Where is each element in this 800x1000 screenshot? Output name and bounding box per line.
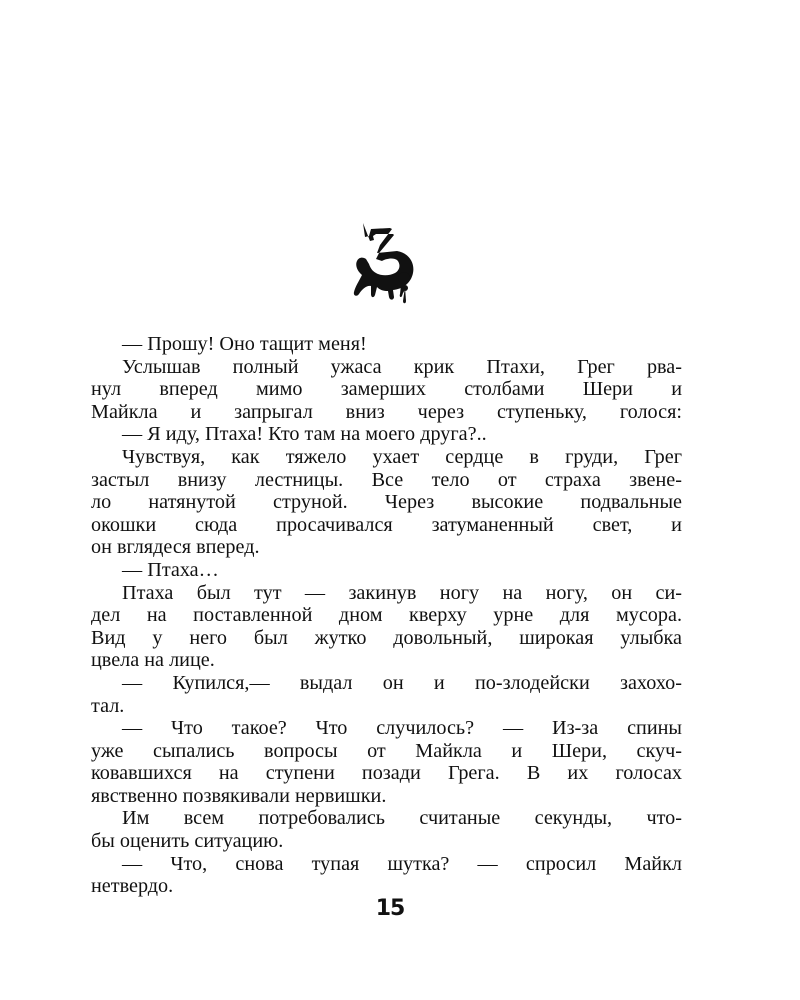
text-line: — Что такое? Что случилось? — Из-за спины: [122, 717, 682, 740]
chapter-number: [340, 215, 440, 310]
text-line: Услышав полный ужаса крик Птахи, Грег рва-: [122, 355, 682, 378]
text-line: — Прошу! Оно тащит меня!: [122, 333, 367, 355]
text-line: бы оценить ситуацию.: [91, 830, 284, 853]
text-line: нул вперед мимо замерших столбами Шери и: [91, 378, 682, 401]
text-line: Им всем потребовались считаные секунды, что-: [122, 807, 682, 830]
text-line: Вид у него был жутко довольный, широкая улыбка: [91, 626, 682, 649]
page-number: 15: [375, 896, 405, 921]
text-line: цвела на лице.: [91, 649, 215, 672]
text-line: окошки сюда просачивался затуманенный свет, и: [91, 513, 682, 536]
text-line: нетвердо.: [91, 875, 174, 898]
text-line: дел на поставленной дном кверху урне для мусора.: [91, 604, 682, 627]
text-line: — Я иду, Птаха! Кто там на моего друга?..: [122, 423, 487, 446]
text-line: тал.: [91, 694, 125, 717]
text-line: явственно позвякивали нервишки.: [91, 784, 387, 807]
text-line: Птаха был тут — закинув ногу на ногу, он си-: [122, 581, 682, 604]
text-line: ло натянутой струной. Через высокие подвальные: [91, 491, 682, 514]
text-line: — Птаха…: [122, 558, 219, 581]
text-line: уже сыпались вопросы от Майкла и Шери, скуч-: [91, 739, 682, 762]
text-line: Чувствуя, как тяжело ухает сердце в груди, Грег: [122, 445, 682, 468]
text-line: Майкла и запрыгал вниз через ступеньку, голося:: [91, 400, 682, 423]
text-line: застыл внизу лестницы. Все тело от страха звене-: [91, 468, 682, 491]
text-line: — Что, снова тупая шутка? — спросил Майкл: [122, 852, 682, 875]
dripping-numeral-3-icon: [345, 215, 435, 310]
body-text: [91, 333, 682, 898]
text-line: — Купился,— выдал он и по-злодейски захохо-: [122, 671, 682, 694]
text-line: он вглядеся вперед.: [91, 536, 260, 559]
text-line: ковавшихся на ступени позади Грега. В их голосах: [91, 762, 682, 785]
